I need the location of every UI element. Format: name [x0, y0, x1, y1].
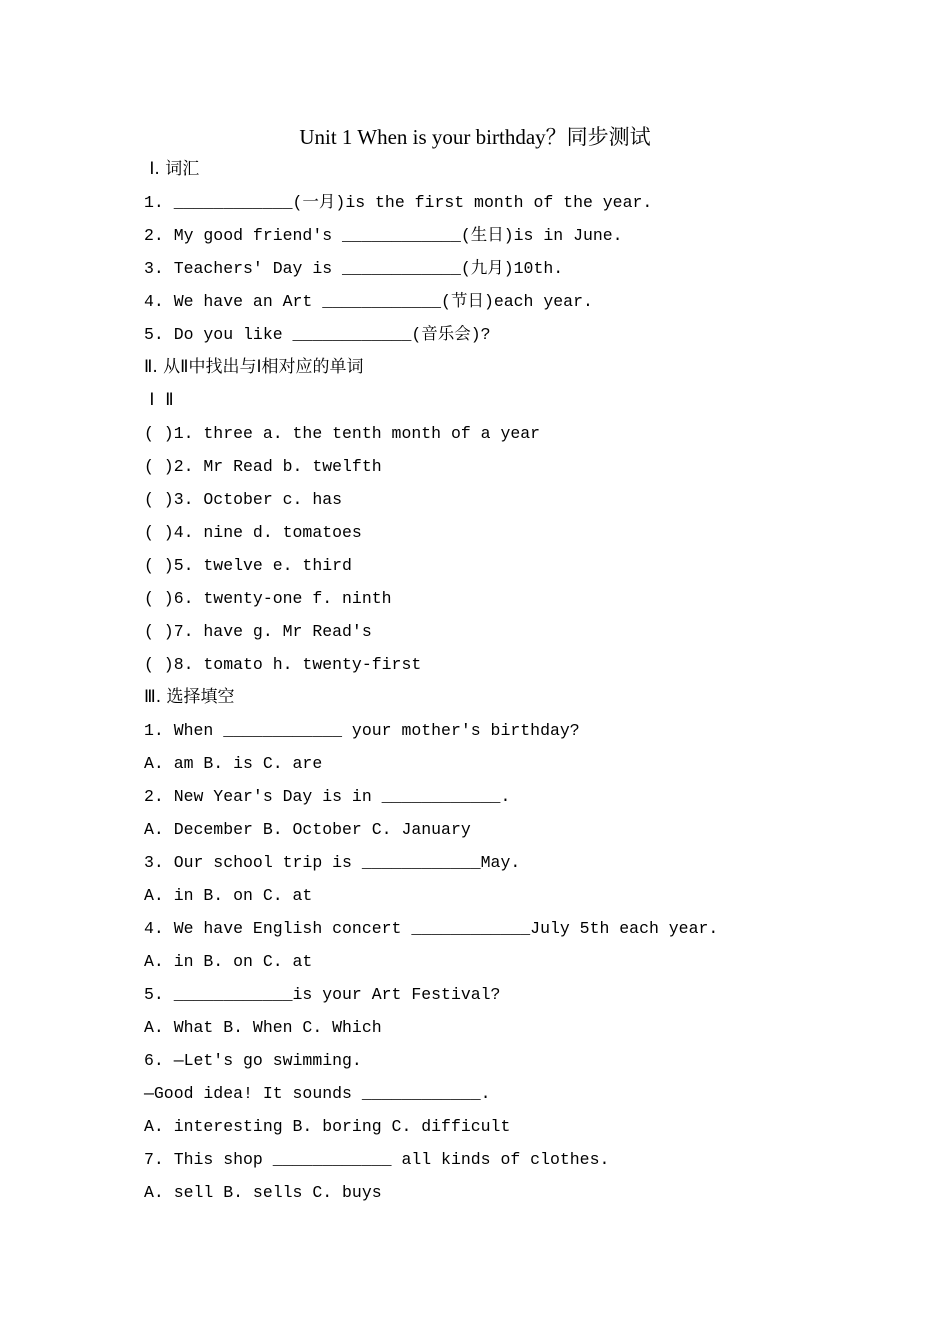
exercise-line: 6. —Let's go swimming.	[144, 1051, 362, 1070]
exercise-line: ( )1. three a. the tenth month of a year	[144, 424, 541, 443]
section-heading: Ⅲ. 选择填空	[144, 687, 235, 707]
exercise-line: 1. ____________(一月)is the first month of the year.	[144, 193, 653, 212]
document-body	[144, 153, 904, 1209]
exercise-line: A. December B. October C. January	[144, 820, 471, 839]
document-title: Unit 1 When is your birthday？同步测试	[299, 125, 651, 149]
exercise-line: 3. Teachers' Day is ____________(九月)10th.	[144, 259, 564, 278]
section-heading: Ⅰ Ⅱ	[144, 390, 174, 410]
exercise-line: A. What B. When C. Which	[144, 1018, 382, 1037]
exercise-line: 5. ____________is your Art Festival?	[144, 985, 501, 1004]
exercise-line: ( )4. nine d. tomatoes	[144, 523, 362, 542]
exercise-line: ( )7. have g. Mr Read's	[144, 622, 372, 641]
exercise-line: A. am B. is C. are	[144, 754, 323, 773]
exercise-line: A. interesting B. boring C. difficult	[144, 1117, 511, 1136]
exercise-line: 3. Our school trip is ____________May.	[144, 853, 521, 872]
exercise-line: 4. We have English concert ____________July 5th each year.	[144, 919, 719, 938]
exercise-line: ( )3. October c. has	[144, 490, 343, 509]
exercise-line: 1. When ____________ your mother's birthday?	[144, 721, 580, 740]
exercise-line: 2. My good friend's ____________(生日)is in June.	[144, 226, 623, 245]
section-heading: Ⅰ. 词汇	[144, 159, 200, 179]
exercise-line: ( )2. Mr Read b. twelfth	[144, 457, 382, 476]
exercise-line: ( )5. twelve e. third	[144, 556, 352, 575]
exercise-line: A. in B. on C. at	[144, 886, 313, 905]
exercise-line: A. in B. on C. at	[144, 952, 313, 971]
exercise-line: ( )8. tomato h. twenty-first	[144, 655, 422, 674]
exercise-line: 2. New Year's Day is in ____________.	[144, 787, 511, 806]
exercise-line: A. sell B. sells C. buys	[144, 1183, 382, 1202]
exercise-line: ( )6. twenty-one f. ninth	[144, 589, 392, 608]
exercise-line: —Good idea! It sounds ____________.	[144, 1084, 491, 1103]
exercise-line: 5. Do you like ____________(音乐会)?	[144, 325, 491, 344]
section-heading: Ⅱ. 从Ⅱ中找出与Ⅰ相对应的单词	[144, 357, 364, 377]
exercise-line: 7. This shop ____________ all kinds of clothes.	[144, 1150, 610, 1169]
exercise-line: 4. We have an Art ____________(节日)each year.	[144, 292, 593, 311]
